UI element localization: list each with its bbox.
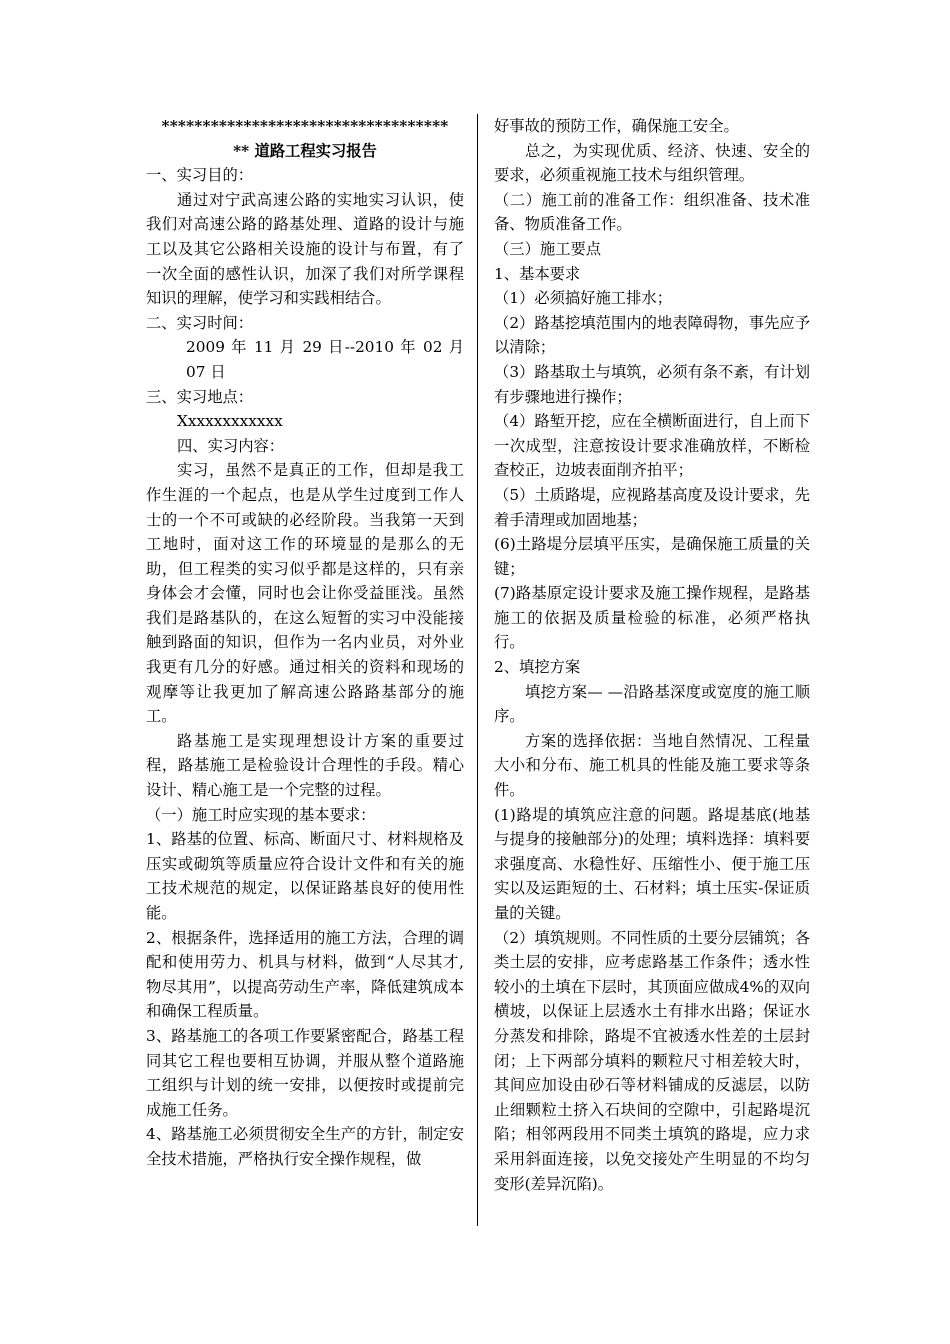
basic-item-4-continued: 好事故的预防工作，确保施工安全。 xyxy=(494,117,739,135)
place-text: Xxxxxxxxxxxx xyxy=(177,412,283,431)
requirement-7: (7)路基原定设计要求及施工操作规程，是路基施工的依据及质量检验的标准，必须严格执行。 xyxy=(494,584,810,652)
requirement-4: （4）路堑开挖，应在全横断面进行，自上而下一次成型，注意按设计要求准确放样，不断检查校正，边坡表面削齐拍平； xyxy=(494,412,810,480)
requirement-1: （1）必须搞好施工排水； xyxy=(494,289,672,308)
basic-item-4: 4、路基施工必须贯彻安全生产的方针，制定安全技术措施，严格执行安全操作规程，做 xyxy=(146,1125,464,1168)
left-column xyxy=(146,114,464,1172)
column-divider xyxy=(477,114,478,1226)
heading-place: 三、实习地点： xyxy=(146,387,254,406)
fill-item-1: (1)路堤的填筑应注意的问题。路堤基底(地基与提身的接触部分)的处理；填料选择：填料要求强度高、水稳性好、压缩性小、便于施工压实以及运距短的土、石材料；填土压实-保证质量的关键。 xyxy=(494,805,810,922)
report-title: ** 道路工程实习报告 xyxy=(233,141,377,160)
basic-item-2: 2、根据条件，选择适用的施工方法，合理的调配和使用劳力、机具与材料，做到“人尽其才,物尽其用”，以提高劳动生产率，降低建筑成本和确保工程质量。 xyxy=(146,928,464,1021)
star-line: *********************************** xyxy=(161,117,449,135)
heading-key-points: （三）施工要点 xyxy=(494,239,602,258)
requirement-6: (6)土路堤分层填平压实，是确保施工质量的关键； xyxy=(494,535,810,578)
summary-paragraph: 总之，为实现优质、经济、快速、安全的要求，必须重视施工技术与组织管理。 xyxy=(494,141,810,185)
heading-requirements: 1、基本要求 xyxy=(494,264,581,283)
right-column xyxy=(494,114,810,1196)
basic-item-1: 1、路基的位置、标高、断面尺寸、材料规格及压实或砌筑等质量应符合设计文件和有关的施工技术规范的规定，以保证路基良好的使用性能。 xyxy=(146,830,464,922)
content-paragraph-1: 实习，虽然不是真正的工作，但却是我工作生涯的一个起点，也是从学生过度到工作人士的一个不可或缺的必经阶段。当我第一天到工地时，面对这工作的环境显的是那么的无助，但工程类的实习似乎都是这样的，只有亲身体会才会懂，同时也会让你受益匪浅。虽然我们是路基队的，在这么短暂的实习中没能接触到路面的知识，但作为一名内业员，对外业我更有几分的好感。通过相关的资料和现场的观摩等让我更加了解高速公路路基部分的施工。 xyxy=(146,461,464,726)
time-text: 2009 年 11 月 29 日--2010 年 02 月 07 日 xyxy=(186,338,464,381)
fill-plan-definition: 填挖方案— —沿路基深度或宽度的施工顺序。 xyxy=(494,682,810,726)
fill-plan-basis: 方案的选择依据：当地自然情况、工程量大小和分布、施工机具的性能及施工要求等条件。 xyxy=(494,731,810,800)
heading-content: 四、实习内容： xyxy=(177,436,285,455)
heading-basic-requirements: （一）施工时应实现的基本要求： xyxy=(146,805,376,824)
heading-fill-plan: 2、填挖方案 xyxy=(494,658,581,677)
fill-item-2: （2）填筑规则。不同性质的土要分层铺筑；各类土层的安排，应考虑路基工作条件；透水性较小的土填在下层时，其顶面应做成4%的双向横坡，以保证上层透水土有排水出路；保证水分蒸发和排除，路堤不宜被透水性差的土层封闭；上下两部分填料的颗粒尺寸相差较大时，其间应加设由砂石等材料铺成的反滤层，以防止细颗粒土挤入石块间的空隙中，引起路堤沉陷；相邻两段用不同类土填筑的路堤，应力求采用斜面连接，以免交接处产生明显的不均匀变形(差异沉陷)。 xyxy=(494,928,810,1193)
requirement-5: （5）土质路堤，应视路基高度及设计要求，先着手清理或加固地基； xyxy=(494,485,810,529)
requirement-2: （2）路基挖填范围内的地表障碍物，事先应予以清除； xyxy=(494,313,810,357)
heading-purpose: 一、实习目的： xyxy=(146,166,254,185)
basic-item-3: 3、路基施工的各项工作要紧密配合，路基工程同其它工程也要相互协调，并服从整个道路施工组织与计划的统一安排，以便按时或提前完成施工任务。 xyxy=(146,1026,464,1119)
heading-preparation: （二）施工前的准备工作：组织准备、技术准备、物质准备工作。 xyxy=(494,190,810,234)
content-paragraph-2: 路基施工是实现理想设计方案的重要过程，路基施工是检验设计合理性的手段。精心设计、精心施工是一个完整的过程。 xyxy=(146,731,464,800)
requirement-3: （3）路基取土与填筑，必须有条不紊，有计划有步骤地进行操作； xyxy=(494,362,810,406)
purpose-text: 通过对宁武高速公路的实地实习认识，使我们对高速公路的路基处理、道路的设计与施工以及其它公路相关设施的设计与布置，有了一次全面的感性认识，加深了我们对所学课程知识的理解，使学习和实践相结合。 xyxy=(146,190,464,308)
heading-time: 二、实习时间： xyxy=(146,313,254,332)
